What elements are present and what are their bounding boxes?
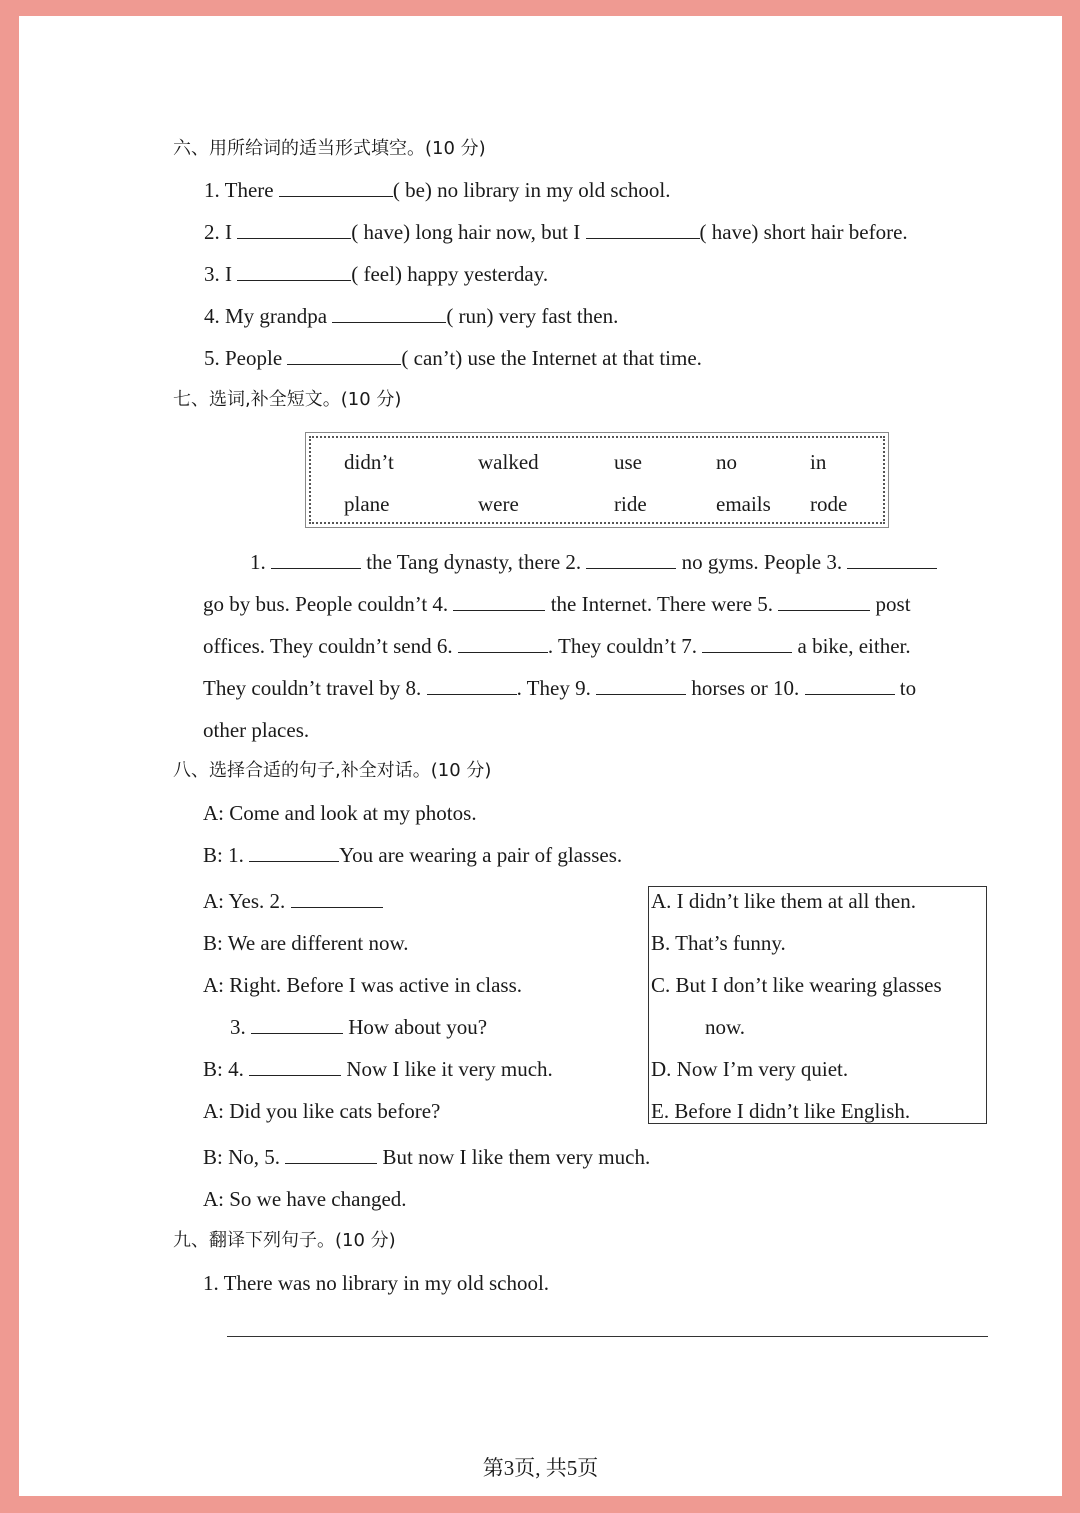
word-bank-box bbox=[309, 436, 885, 524]
s6-blank-5[interactable] bbox=[287, 344, 401, 365]
passage-line-2 bbox=[203, 590, 911, 618]
s6-item-2-rest: ( have) short hair before. bbox=[699, 220, 908, 244]
s6-item-5-rest: ( can’t) use the Internet at that time. bbox=[401, 346, 702, 370]
passage-text: no gyms. People 3. bbox=[681, 550, 843, 574]
option-c-continued: now. bbox=[705, 1015, 746, 1039]
dialogue-text: Now I like it very much. bbox=[346, 1057, 553, 1081]
s6-item-3-rest: ( feel) happy yesterday. bbox=[351, 262, 549, 286]
word-bank-item: emails bbox=[716, 492, 771, 516]
dialogue-blank-4[interactable] bbox=[249, 1055, 341, 1076]
s6-blank-4[interactable] bbox=[332, 302, 446, 323]
passage-text: a bike, either. bbox=[797, 634, 911, 658]
s6-item-1-rest: ( be) no library in my old school. bbox=[392, 178, 671, 202]
dialogue-blank-5[interactable] bbox=[285, 1143, 377, 1164]
passage-text: to bbox=[899, 676, 917, 700]
dialogue-line: A: So we have changed. bbox=[203, 1187, 407, 1211]
dialogue-text: B: 4. bbox=[203, 1057, 244, 1081]
passage-line-3 bbox=[203, 632, 911, 660]
passage-text: horses or 10. bbox=[691, 676, 800, 700]
dialogue-line: A: Did you like cats before? bbox=[203, 1099, 441, 1123]
section-8-heading: 八、选择合适的句子,补全对话。(10 分) bbox=[173, 760, 492, 781]
passage-blank-10[interactable] bbox=[805, 674, 895, 695]
word-bank-item: no bbox=[716, 450, 737, 474]
dialogue-blank-1[interactable] bbox=[249, 841, 339, 862]
s6-item-5-text: 5. People bbox=[204, 346, 283, 370]
dialogue-blank-3[interactable] bbox=[251, 1013, 343, 1034]
passage-blank-2[interactable] bbox=[586, 548, 676, 569]
s6-item-2-mid: ( have) long hair now, but I bbox=[351, 220, 581, 244]
dialogue-line: A: Right. Before I was active in class. bbox=[203, 973, 522, 997]
dialogue-text: A: Yes. 2. bbox=[203, 889, 286, 913]
dialogue-line bbox=[203, 1143, 650, 1171]
dialogue-line: A: Come and look at my photos. bbox=[203, 801, 477, 825]
s9-item-1: 1. There was no library in my old school. bbox=[203, 1271, 550, 1295]
s6-item-3 bbox=[204, 260, 548, 288]
option-a: A. I didn’t like them at all then. bbox=[651, 889, 916, 913]
passage-text: post bbox=[875, 592, 911, 616]
word-bank-item: were bbox=[478, 492, 519, 516]
dialogue-text: B: No, 5. bbox=[203, 1145, 281, 1169]
dialogue-line: B: We are different now. bbox=[203, 931, 409, 955]
dialogue-line bbox=[230, 1013, 487, 1041]
passage-line-4 bbox=[203, 674, 916, 702]
section-7-heading: 七、选词,补全短文。(10 分) bbox=[173, 389, 402, 410]
passage-text: 1. bbox=[250, 550, 266, 574]
translation-answer-line[interactable] bbox=[227, 1336, 988, 1337]
section-6-heading: 六、用所给词的适当形式填空。(10 分) bbox=[173, 138, 486, 159]
passage-blank-3[interactable] bbox=[847, 548, 937, 569]
passage-blank-1[interactable] bbox=[271, 548, 361, 569]
passage-text: offices. They couldn’t send 6. bbox=[203, 634, 453, 658]
passage-text: other places. bbox=[203, 718, 310, 742]
passage-line-5 bbox=[203, 716, 309, 744]
dialogue-line bbox=[203, 887, 383, 915]
passage-text: They couldn’t travel by 8. bbox=[203, 676, 422, 700]
s6-item-4-rest: ( run) very fast then. bbox=[446, 304, 619, 328]
passage-blank-8[interactable] bbox=[427, 674, 517, 695]
s6-item-4-text: 4. My grandpa bbox=[204, 304, 328, 328]
passage-text: . They 9. bbox=[516, 676, 591, 700]
dialogue-blank-2[interactable] bbox=[291, 887, 383, 908]
s6-item-2-text: 2. I bbox=[204, 220, 232, 244]
passage-text: the Internet. There were 5. bbox=[550, 592, 774, 616]
s6-item-1 bbox=[204, 176, 670, 204]
word-bank-item: rode bbox=[810, 492, 848, 516]
passage-blank-5[interactable] bbox=[778, 590, 870, 611]
s6-blank-1[interactable] bbox=[279, 176, 393, 197]
s6-item-5 bbox=[204, 344, 702, 372]
dialogue-text: You are wearing a pair of glasses. bbox=[339, 843, 623, 867]
s6-blank-3[interactable] bbox=[237, 260, 351, 281]
passage-text: the Tang dynasty, there 2. bbox=[366, 550, 582, 574]
s6-item-2 bbox=[204, 218, 908, 246]
option-b: B. That’s funny. bbox=[651, 931, 786, 955]
s6-item-4 bbox=[204, 302, 618, 330]
s6-blank-2a[interactable] bbox=[237, 218, 351, 239]
dialogue-text: But now I like them very much. bbox=[382, 1145, 651, 1169]
options-box bbox=[648, 886, 987, 1124]
word-bank-item: walked bbox=[478, 450, 539, 474]
passage-text: . They couldn’t 7. bbox=[547, 634, 697, 658]
passage-blank-7[interactable] bbox=[702, 632, 792, 653]
word-bank-item: didn’t bbox=[344, 450, 394, 474]
passage-line-1 bbox=[250, 548, 937, 576]
dialogue-line bbox=[203, 1055, 553, 1083]
word-bank-item: plane bbox=[344, 492, 390, 516]
dialogue-text: 3. bbox=[230, 1015, 246, 1039]
worksheet-page bbox=[19, 16, 1062, 1496]
dialogue-line bbox=[203, 841, 622, 869]
option-e: E. Before I didn’t like English. bbox=[651, 1099, 911, 1123]
option-c: C. But I don’t like wearing glasses bbox=[651, 973, 942, 997]
s6-blank-2b[interactable] bbox=[586, 218, 700, 239]
s6-item-3-text: 3. I bbox=[204, 262, 232, 286]
s6-item-1-text: 1. There bbox=[204, 178, 274, 202]
dialogue-text: How about you? bbox=[348, 1015, 488, 1039]
option-d: D. Now I’m very quiet. bbox=[651, 1057, 849, 1081]
word-bank-item: ride bbox=[614, 492, 647, 516]
passage-text: go by bus. People couldn’t 4. bbox=[203, 592, 449, 616]
word-bank-item: in bbox=[810, 450, 827, 474]
passage-blank-6[interactable] bbox=[458, 632, 548, 653]
passage-blank-4[interactable] bbox=[453, 590, 545, 611]
page-footer: 第3页, 共5页 bbox=[482, 1456, 599, 1480]
word-bank-item: use bbox=[614, 450, 642, 474]
section-9-heading: 九、翻译下列句子。(10 分) bbox=[173, 1230, 396, 1251]
dialogue-text: B: 1. bbox=[203, 843, 244, 867]
passage-blank-9[interactable] bbox=[596, 674, 686, 695]
